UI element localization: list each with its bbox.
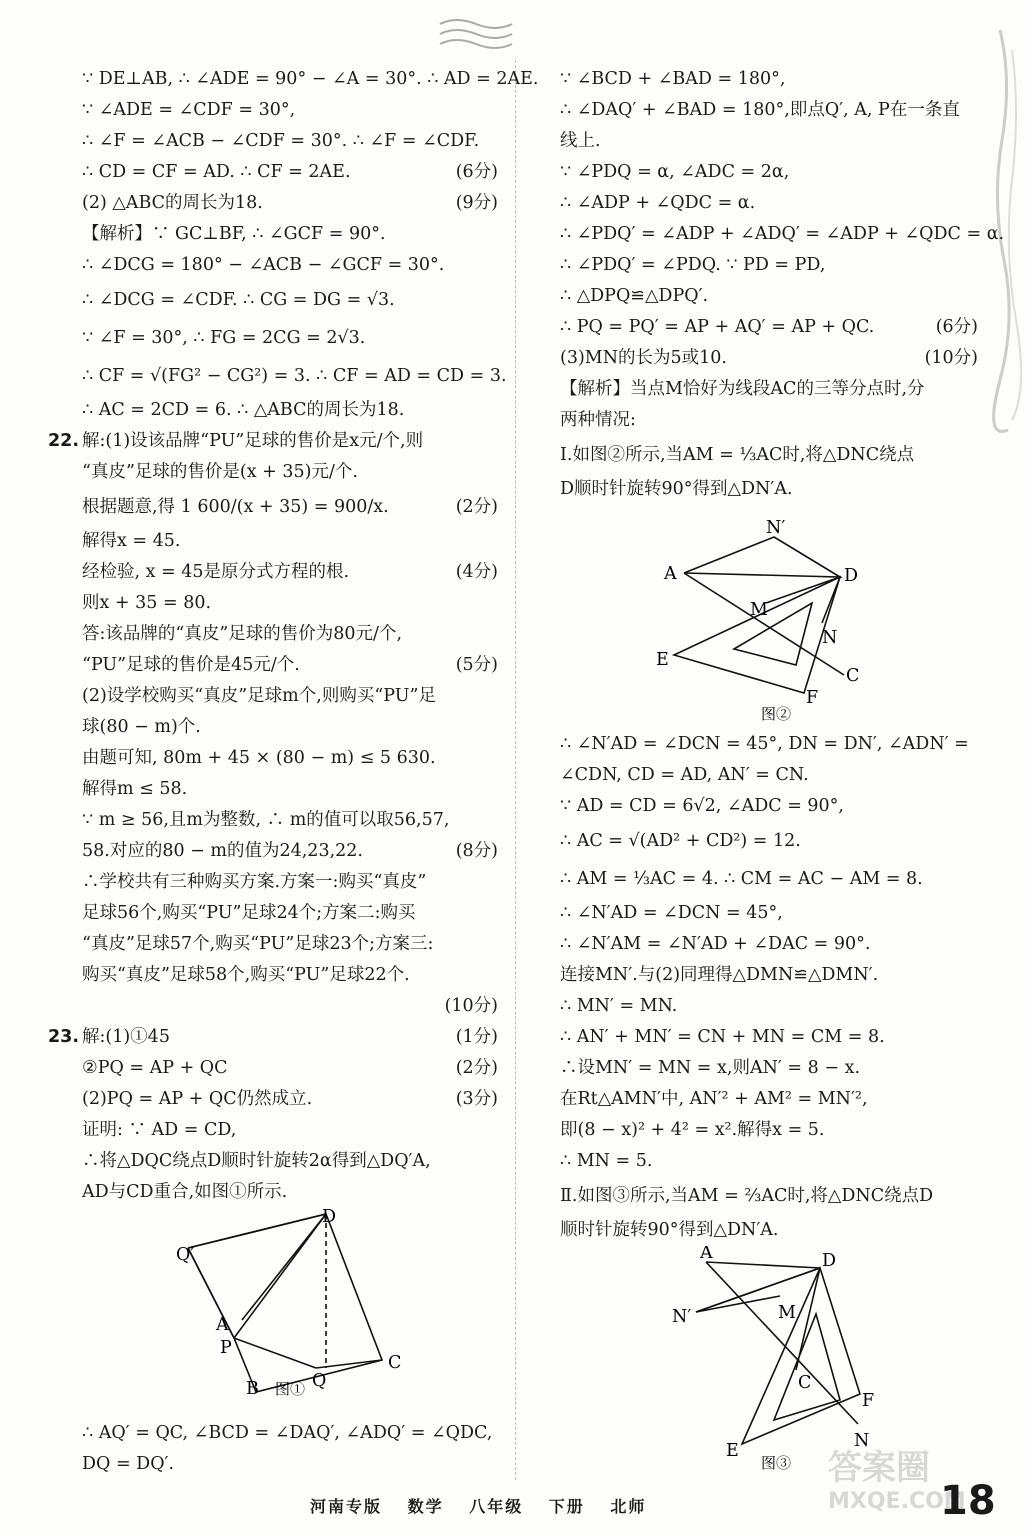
line-text	[560, 126, 978, 157]
line-text	[82, 836, 456, 867]
line-body: “PU”足球的售价是45元/个.	[82, 655, 300, 675]
watermark-logo	[828, 1440, 966, 1530]
watermark-line1: 答案圈	[828, 1448, 930, 1488]
line-body: (3)MN的长为5或10.	[560, 348, 727, 368]
text-line	[560, 1215, 978, 1246]
line-text	[560, 729, 978, 760]
line-text	[82, 1115, 498, 1146]
text-line	[560, 188, 978, 219]
left-lines-after-figure	[48, 1418, 498, 1480]
fig2-label-N: N	[822, 628, 838, 648]
score-mark: (10分)	[924, 348, 978, 368]
fig3-label-F: F	[862, 1391, 875, 1411]
line-text	[82, 395, 498, 426]
fig1-label-B: B	[246, 1379, 259, 1396]
line-body: 【解析】∵ GC⊥BF, ∴ ∠GCF = 90°.	[82, 224, 386, 244]
text-line	[560, 64, 978, 95]
footer-subject: 数学	[407, 1497, 444, 1516]
line-text	[560, 791, 978, 822]
line-body: 解:(1)①45	[82, 1027, 170, 1047]
line-text	[82, 319, 498, 357]
fig1-label-C: C	[388, 1353, 402, 1373]
line-text	[82, 64, 538, 95]
line-body: 58.对应的80 − m的值为24,23,22.	[82, 841, 363, 861]
line-text	[82, 929, 498, 960]
text-line	[48, 126, 498, 157]
line-text	[560, 1053, 978, 1084]
line-text	[560, 898, 978, 929]
score-mark: (6分)	[455, 162, 498, 182]
text-line	[560, 822, 978, 860]
line-text	[82, 743, 498, 774]
question-number: 23.	[48, 1027, 80, 1047]
text-line	[560, 281, 978, 312]
line-text	[560, 374, 978, 405]
score-mark: (4分)	[455, 562, 498, 582]
left-lines	[48, 64, 539, 1208]
line-body: ∴ PQ = PQ′ = AP + AQ′ = AP + QC.	[560, 317, 875, 337]
line-body: 连接MN′.与(2)同理得△DMN≌△DMN′.	[560, 965, 879, 985]
text-line	[48, 588, 498, 619]
line-body: 根据题意,得 1 600/(x + 35) = 900/x.	[82, 497, 389, 517]
text-line	[48, 960, 498, 991]
text-line	[48, 557, 498, 588]
footer	[310, 1494, 664, 1517]
text-line	[560, 157, 978, 188]
line-text	[560, 250, 978, 281]
text-line	[48, 281, 498, 319]
text-line	[48, 395, 498, 426]
line-body: ∴ ∠N′AD = ∠DCN = 45°,	[560, 903, 783, 923]
line-body: 解得m ≤ 58.	[82, 779, 188, 799]
fig2-label-F: F	[806, 688, 819, 705]
line-body: Ⅱ.如图③所示,当AM = ⅔AC时,将△DNC绕点D	[560, 1186, 934, 1206]
line-text	[82, 1418, 498, 1449]
right-lines-after-figure-2	[560, 729, 978, 1246]
line-body: DQ = DQ′.	[82, 1454, 175, 1474]
line-body: ∴ ∠N′AD = ∠DCN = 45°, DN = DN′, ∠ADN′ =	[560, 734, 969, 754]
fig3-label-E: E	[726, 1441, 739, 1456]
line-text	[82, 681, 498, 712]
line-body: ∴ ∠DCG = 180° − ∠ACB − ∠GCF = 30°.	[82, 255, 445, 275]
score-mark: (8分)	[455, 841, 498, 861]
line-body: AD与CD重合,如图①所示.	[82, 1182, 288, 1202]
text-line	[560, 219, 1005, 250]
line-body: ②PQ = AP + QC	[82, 1058, 228, 1078]
line-text	[82, 95, 498, 126]
line-text	[560, 64, 978, 95]
score-mark: (3分)	[455, 1089, 498, 1109]
text-line	[48, 681, 498, 712]
line-text	[82, 219, 498, 250]
text-line	[560, 1177, 978, 1215]
footer-grade: 八年级	[469, 1497, 524, 1516]
line-text	[48, 426, 498, 457]
line-body: ∵ DE⊥AB, ∴ ∠ADE = 90° − ∠A = 30°. ∴ AD = 2AE.	[82, 69, 539, 89]
line-text	[560, 312, 936, 343]
text-line	[48, 457, 498, 488]
footer-region: 河南专版	[310, 1497, 383, 1516]
line-body: 则x + 35 = 80.	[82, 593, 212, 613]
line-text	[82, 1084, 456, 1115]
fig1-caption: 图①	[274, 1380, 306, 1398]
text-line	[560, 960, 978, 991]
text-line	[560, 1084, 978, 1115]
text-line	[560, 1146, 978, 1177]
text-line	[48, 929, 498, 960]
text-line	[560, 1053, 978, 1084]
fig1-label-D: D	[322, 1208, 337, 1227]
line-body: ∴ AQ′ = QC, ∠BCD = ∠DAQ′, ∠ADQ′ = ∠QDC,	[82, 1423, 493, 1443]
line-body: ∵ ∠BCD + ∠BAD = 180°,	[560, 69, 786, 89]
footer-volume: 下册	[548, 1497, 585, 1516]
line-body: ∴将△DQC绕点D顺时针旋转2α得到△DQ′A,	[82, 1151, 431, 1171]
text-line	[560, 1022, 978, 1053]
line-body: ∴ AM = ⅓AC = 4. ∴ CM = AC − AM = 8.	[560, 869, 923, 889]
line-body: D顺时针旋转90°得到△DN′A.	[560, 479, 793, 499]
line-body: ∠CDN, CD = AD, AN′ = CN.	[560, 765, 809, 785]
line-body: (2) △ABC的周长为18.	[82, 193, 263, 213]
text-line	[48, 774, 498, 805]
line-text	[560, 1022, 978, 1053]
line-body: ∴ AN′ + MN′ = CN + MN = CM = 8.	[560, 1027, 885, 1047]
fig1-label-Q1: Q′	[176, 1245, 195, 1265]
line-text	[560, 281, 978, 312]
score-mark: (2分)	[455, 1058, 498, 1078]
line-text	[560, 474, 978, 505]
line-text	[82, 1177, 498, 1208]
text-line	[48, 898, 498, 929]
line-text	[82, 650, 456, 681]
fig3-label-D: D	[822, 1251, 837, 1271]
line-body: 解得x = 45.	[82, 531, 181, 551]
right-lines	[560, 64, 1005, 505]
line-text	[560, 929, 978, 960]
line-body: 顺时针旋转90°得到△DN′A.	[560, 1220, 779, 1240]
text-line	[48, 488, 498, 526]
line-body: 由题可知, 80m + 45 × (80 − m) ≤ 5 630.	[82, 748, 436, 768]
text-line	[48, 991, 498, 1022]
line-body: 线上.	[560, 131, 601, 151]
line-text	[560, 1146, 978, 1177]
text-line	[48, 1053, 498, 1084]
watermark-line2: MXQE.COM	[828, 1489, 966, 1514]
text-line	[560, 760, 978, 791]
text-line	[48, 426, 498, 457]
text-line	[48, 1022, 498, 1053]
text-line	[560, 312, 978, 343]
fig3-label-M: M	[778, 1303, 796, 1323]
text-line	[560, 374, 978, 405]
text-line	[560, 898, 978, 929]
line-text	[82, 588, 498, 619]
line-body: ∴ ∠DAQ′ + ∠BAD = 180°,即点Q′, A, P在一条直	[560, 100, 960, 120]
fig3-label-A: A	[700, 1246, 713, 1263]
line-text	[82, 991, 445, 1022]
line-body: ∴ ∠DCG = ∠CDF. ∴ CG = DG = √3.	[82, 290, 395, 310]
text-line	[48, 1115, 498, 1146]
line-body: 购买“真皮”足球58个,购买“PU”足球22个.	[82, 965, 410, 985]
line-text	[560, 188, 978, 219]
text-line	[48, 1177, 498, 1208]
text-line	[560, 95, 978, 126]
line-body: ∴学校共有三种购买方案.方案一:购买“真皮”	[82, 872, 427, 892]
text-line	[560, 1115, 978, 1146]
score-mark: (1分)	[455, 1027, 498, 1047]
fig2-label-N1: N′	[766, 518, 786, 538]
fig1-label-A: A	[216, 1315, 229, 1335]
fig2-label-D: D	[844, 566, 859, 586]
text-line	[48, 188, 498, 219]
line-text	[560, 860, 978, 898]
line-text	[560, 991, 978, 1022]
line-body: 解:(1)设该品牌“PU”足球的售价是x元/个,则	[82, 431, 424, 451]
line-text	[560, 1215, 978, 1246]
score-mark: (6分)	[935, 317, 978, 337]
text-line	[48, 805, 498, 836]
fig2-label-A: A	[664, 564, 677, 584]
text-line	[560, 343, 978, 374]
text-line	[560, 250, 978, 281]
line-body: ∵ AD = CD = 6√2, ∠ADC = 90°,	[560, 796, 844, 816]
fig2-label-E: E	[656, 650, 669, 670]
line-text	[560, 1084, 978, 1115]
fig3-label-N: N	[854, 1431, 870, 1451]
line-body: “真皮”足球57个,购买“PU”足球23个;方案三:	[82, 934, 434, 954]
fig1-label-P: P	[220, 1338, 232, 1358]
line-text	[82, 188, 456, 219]
line-text	[82, 126, 498, 157]
line-body: ∴ ∠ADP + ∠QDC = α.	[560, 193, 756, 213]
line-text	[82, 281, 498, 319]
fig3-label-C: C	[798, 1373, 812, 1393]
figure-2	[560, 505, 978, 729]
line-text	[82, 619, 498, 650]
text-line	[48, 1084, 498, 1115]
fig3-caption: 图③	[760, 1454, 792, 1472]
line-text	[82, 1146, 498, 1177]
line-body: ∴ ∠PDQ′ = ∠PDQ. ∵ PD = PD,	[560, 255, 826, 275]
text-line	[48, 867, 498, 898]
column-divider	[515, 60, 516, 1480]
line-body: ∴ AC = √(AD² + CD²) = 12.	[560, 831, 801, 851]
line-body: ∴ AC = 2CD = 6. ∴ △ABC的周长为18.	[82, 400, 405, 420]
text-line	[560, 929, 978, 960]
text-line	[560, 474, 978, 505]
left-column	[48, 64, 539, 1480]
line-text	[82, 712, 498, 743]
fig2-caption: 图②	[760, 705, 792, 723]
right-column	[560, 64, 1005, 1478]
line-body: 两种情况:	[560, 410, 636, 430]
line-text	[560, 157, 978, 188]
line-body: 即(8 − x)² + 4² = x².解得x = 5.	[560, 1120, 825, 1140]
text-line	[48, 219, 498, 250]
line-text	[82, 250, 498, 281]
text-line	[48, 64, 539, 95]
line-text	[82, 526, 498, 557]
text-line	[560, 729, 978, 760]
line-body: (2)PQ = AP + QC仍然成立.	[82, 1089, 313, 1109]
fig2-label-M: M	[750, 600, 768, 620]
line-text	[82, 774, 498, 805]
line-text	[560, 405, 978, 436]
line-body: ∴设MN′ = MN = x,则AN′ = 8 − x.	[560, 1058, 861, 1078]
text-line	[48, 650, 498, 681]
line-text	[82, 557, 456, 588]
line-text	[560, 219, 1004, 250]
line-body: 在Rt△AMN′中, AN′² + AM² = MN′²,	[560, 1089, 868, 1109]
text-line	[48, 319, 498, 357]
line-body: 【解析】当点M恰好为线段AC的三等分点时,分	[560, 379, 925, 399]
page-number: 18	[940, 1478, 996, 1524]
score-mark: (2分)	[455, 497, 498, 517]
line-text	[560, 1115, 978, 1146]
line-body: 答:该品牌的“真皮”足球的售价为80元/个,	[82, 624, 403, 644]
line-text	[82, 1053, 456, 1084]
line-text	[48, 1022, 456, 1053]
header-decoration	[436, 12, 516, 52]
line-text	[560, 822, 978, 860]
line-text	[560, 960, 978, 991]
text-line	[48, 743, 498, 774]
line-text	[82, 457, 498, 488]
text-line	[48, 1449, 498, 1480]
figure-1	[48, 1208, 498, 1396]
line-text	[82, 357, 507, 395]
line-body: 球(80 − m)个.	[82, 717, 201, 737]
text-line	[560, 991, 978, 1022]
line-text	[82, 1449, 498, 1480]
line-body: ∴ MN′ = MN.	[560, 996, 678, 1016]
score-mark: (10分)	[444, 996, 498, 1016]
line-body: 证明: ∵ AD = CD,	[82, 1120, 237, 1140]
line-text	[82, 867, 498, 898]
line-body: ∵ ∠F = 30°, ∴ FG = 2CG = 2√3.	[82, 328, 366, 348]
text-line	[48, 357, 507, 395]
text-line	[48, 712, 498, 743]
text-line	[48, 836, 498, 867]
line-body: 足球56个,购买“PU”足球24个;方案二:购买	[82, 903, 416, 923]
line-body: ∴ CF = √(FG² − CG²) = 3. ∴ CF = AD = CD = 3.	[82, 366, 507, 386]
line-body: ∵ ∠PDQ = α, ∠ADC = 2α,	[560, 162, 790, 182]
line-body: ∵ ∠ADE = ∠CDF = 30°,	[82, 100, 296, 120]
line-body: ∴ ∠PDQ′ = ∠ADP + ∠ADQ′ = ∠ADP + ∠QDC = α.	[560, 224, 1005, 244]
line-text	[560, 95, 978, 126]
line-text	[82, 898, 498, 929]
text-line	[48, 250, 498, 281]
line-text	[560, 436, 978, 474]
text-line	[560, 126, 978, 157]
text-line	[48, 526, 498, 557]
text-line	[48, 1418, 498, 1449]
fig1-label-Q: Q	[312, 1371, 327, 1391]
line-text	[82, 157, 456, 188]
text-line	[48, 1146, 498, 1177]
score-mark: (9分)	[455, 193, 498, 213]
text-line	[560, 405, 978, 436]
line-body: ∴ ∠N′AM = ∠N′AD + ∠DAC = 90°.	[560, 934, 871, 954]
text-line	[560, 791, 978, 822]
line-text	[560, 343, 925, 374]
line-body: ∴ MN = 5.	[560, 1151, 653, 1171]
fig2-label-C: C	[846, 666, 860, 686]
question-number: 22.	[48, 431, 80, 451]
line-text	[82, 488, 456, 526]
text-line	[560, 436, 978, 474]
line-text	[82, 960, 498, 991]
line-text	[82, 805, 498, 836]
text-line	[560, 860, 978, 898]
line-text	[560, 760, 978, 791]
fig3-label-N1: N′	[672, 1307, 692, 1327]
line-body: Ⅰ.如图②所示,当AM = ⅓AC时,将△DNC绕点	[560, 445, 915, 465]
text-line	[48, 95, 498, 126]
text-line	[48, 619, 498, 650]
line-body: ∴ CD = CF = AD. ∴ CF = 2AE.	[82, 162, 351, 182]
line-text	[560, 1177, 978, 1215]
text-line	[48, 157, 498, 188]
footer-edition: 北师	[610, 1497, 647, 1516]
line-body: ∴ ∠F = ∠ACB − ∠CDF = 30°. ∴ ∠F = ∠CDF.	[82, 131, 480, 151]
line-body: ∵ m ≥ 56,且m为整数, ∴ m的值可以取56,57,	[82, 810, 450, 830]
line-body: (2)设学校购买“真皮”足球m个,则购买“PU”足	[82, 686, 436, 706]
line-body: ∴ △DPQ≌△DPQ′.	[560, 286, 709, 306]
score-mark: (5分)	[455, 655, 498, 675]
line-body: 经检验, x = 45是原分式方程的根.	[82, 562, 350, 582]
line-body: “真皮”足球的售价是(x + 35)元/个.	[82, 462, 358, 482]
